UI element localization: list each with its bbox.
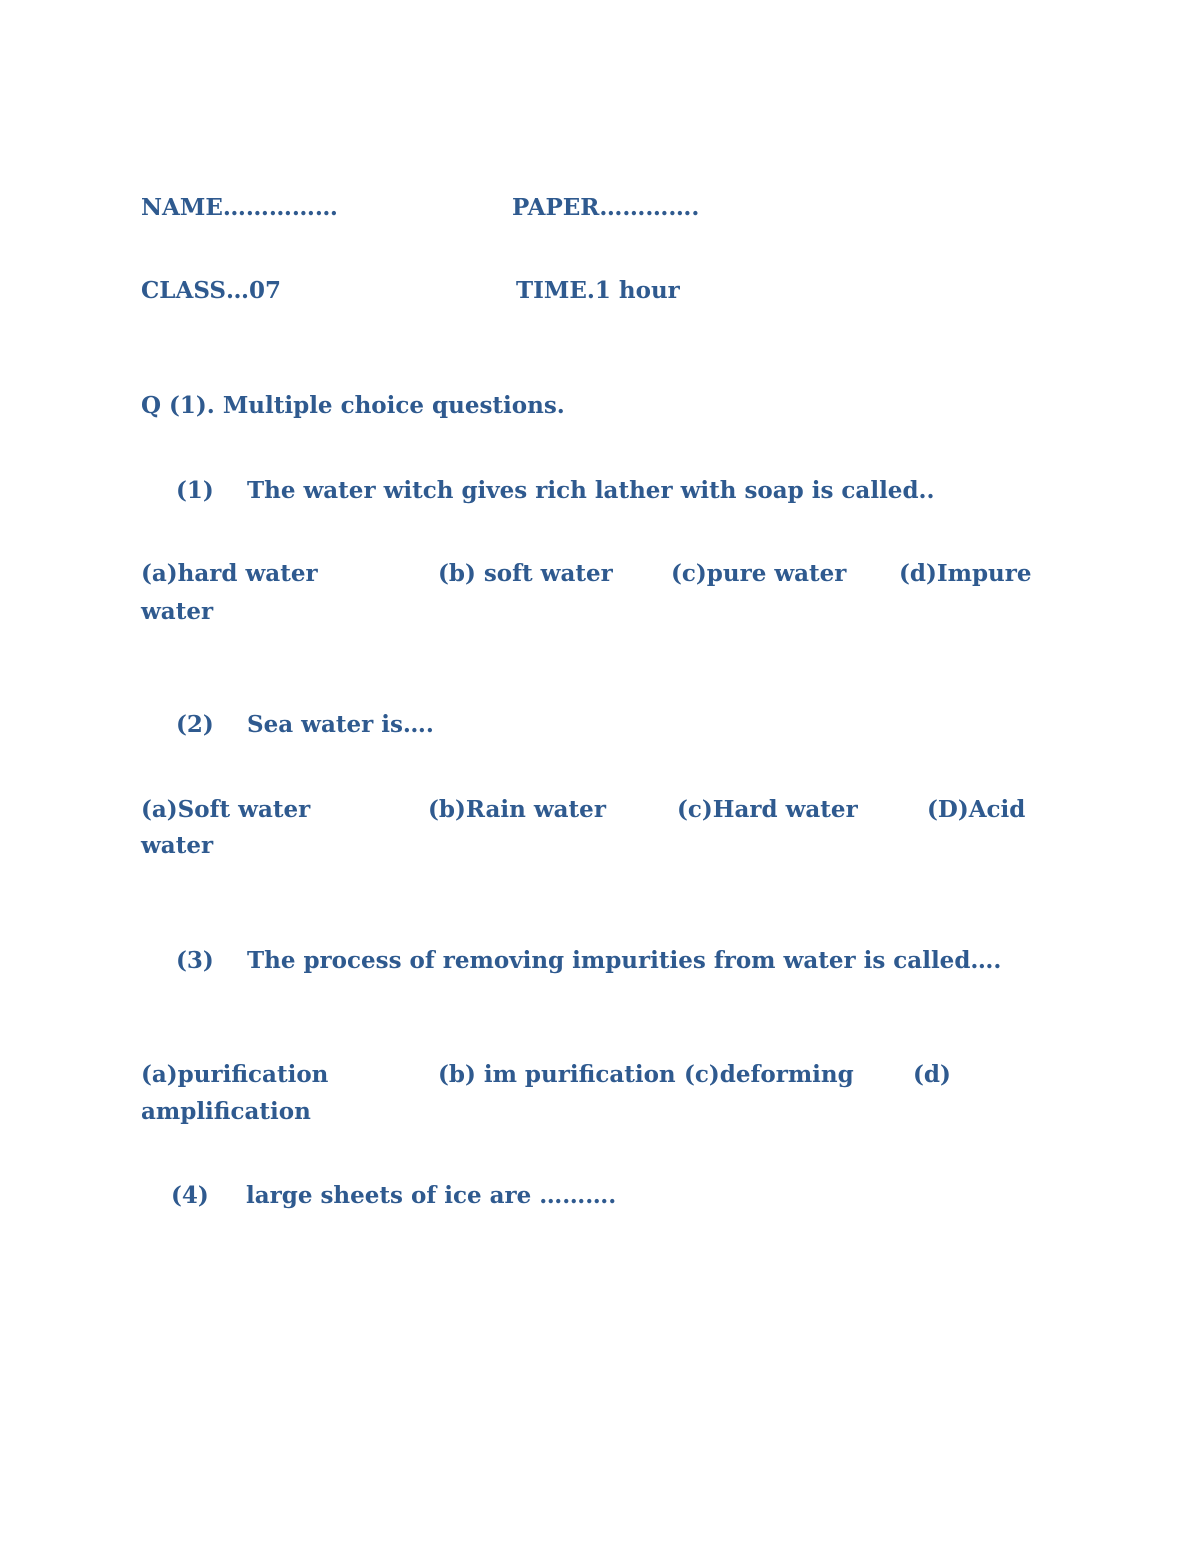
question-number: (1) bbox=[176, 477, 214, 504]
paper-field-label: PAPER…………. bbox=[512, 194, 700, 221]
section-title: Q (1). Multiple choice questions. bbox=[141, 392, 565, 419]
option-d: (D)Acid bbox=[927, 796, 1026, 823]
option-a: (a)purification bbox=[141, 1061, 329, 1088]
option-b: (b) soft water bbox=[438, 560, 613, 587]
option-d-continuation: water bbox=[141, 832, 214, 859]
name-field-label: NAME…………… bbox=[141, 194, 338, 221]
option-a: (a)Soft water bbox=[141, 796, 311, 823]
option-c: (c)pure water bbox=[671, 560, 847, 587]
question-number: (4) bbox=[171, 1182, 209, 1209]
time-field-label: TIME.1 hour bbox=[516, 277, 680, 304]
question-text: large sheets of ice are ………. bbox=[246, 1182, 617, 1209]
option-c: (c)deforming bbox=[684, 1061, 854, 1088]
option-b: (b) im purification bbox=[438, 1061, 676, 1088]
option-d-continuation: amplification bbox=[141, 1098, 311, 1125]
option-c: (c)Hard water bbox=[677, 796, 858, 823]
option-d: (d)Impure bbox=[899, 560, 1032, 587]
class-field-label: CLASS…07 bbox=[141, 277, 282, 304]
question-text: The water witch gives rich lather with soap is called.. bbox=[247, 477, 935, 504]
option-b: (b)Rain water bbox=[428, 796, 606, 823]
option-d-continuation: water bbox=[141, 598, 214, 625]
question-text: The process of removing impurities from water is called…. bbox=[247, 947, 1002, 974]
question-number: (2) bbox=[176, 711, 214, 738]
option-a: (a)hard water bbox=[141, 560, 318, 587]
option-d: (d) bbox=[913, 1061, 951, 1088]
question-number: (3) bbox=[176, 947, 214, 974]
question-text: Sea water is…. bbox=[247, 711, 434, 738]
